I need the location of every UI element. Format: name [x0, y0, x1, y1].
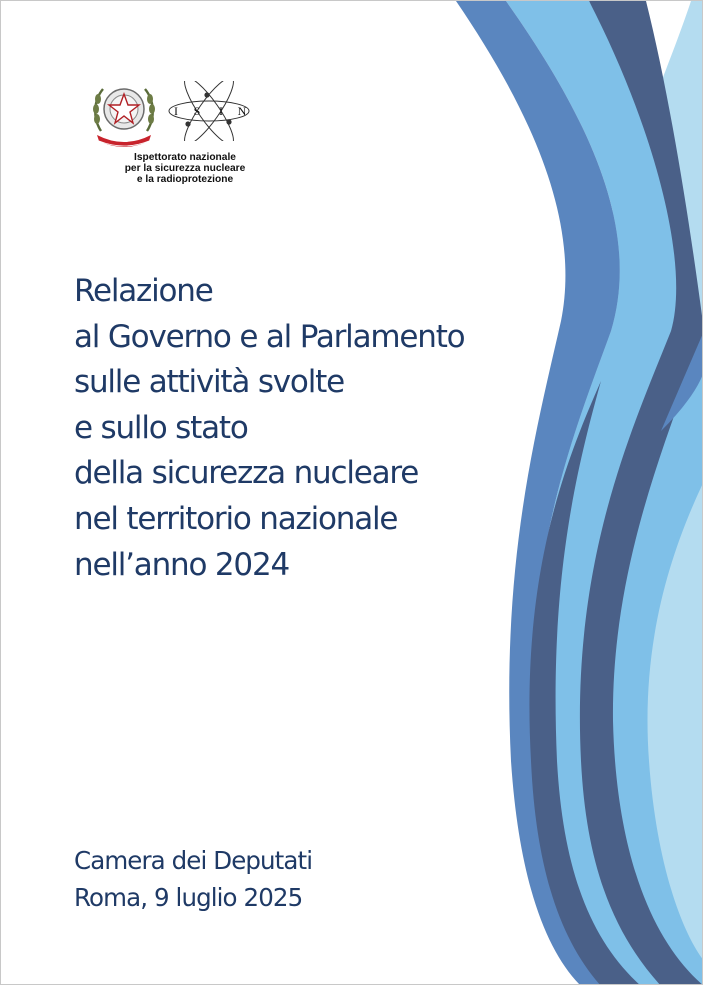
title-line: al Governo e al Parlamento: [74, 318, 465, 355]
title-line: Relazione: [74, 273, 213, 309]
isin-atom-icon: [163, 81, 255, 141]
title-line: nell’anno 2024: [74, 546, 290, 583]
organization-name: Ispettorato nazionale per la sicurezza nucleare e la radioprotezione: [124, 152, 246, 185]
title-line: della sicurezza nucleare: [74, 455, 419, 492]
isin-letter-3: I: [219, 104, 223, 118]
title-line: nel territorio nazionale: [74, 500, 398, 537]
title-line: sulle attività svolte: [74, 364, 344, 401]
title-line: e sullo stato: [74, 409, 248, 446]
isin-letter-2: S: [193, 104, 201, 118]
isin-logo-block: [89, 79, 259, 194]
report-title: [74, 269, 464, 588]
isin-letter-1: I: [174, 104, 178, 118]
cover-footer: [74, 842, 312, 916]
chamber-name: Camera dei Deputati: [74, 846, 313, 875]
place-and-date: Roma, 9 luglio 2025: [74, 883, 303, 912]
isin-letter-4: N: [237, 104, 247, 118]
italian-republic-emblem-icon: [91, 79, 157, 149]
